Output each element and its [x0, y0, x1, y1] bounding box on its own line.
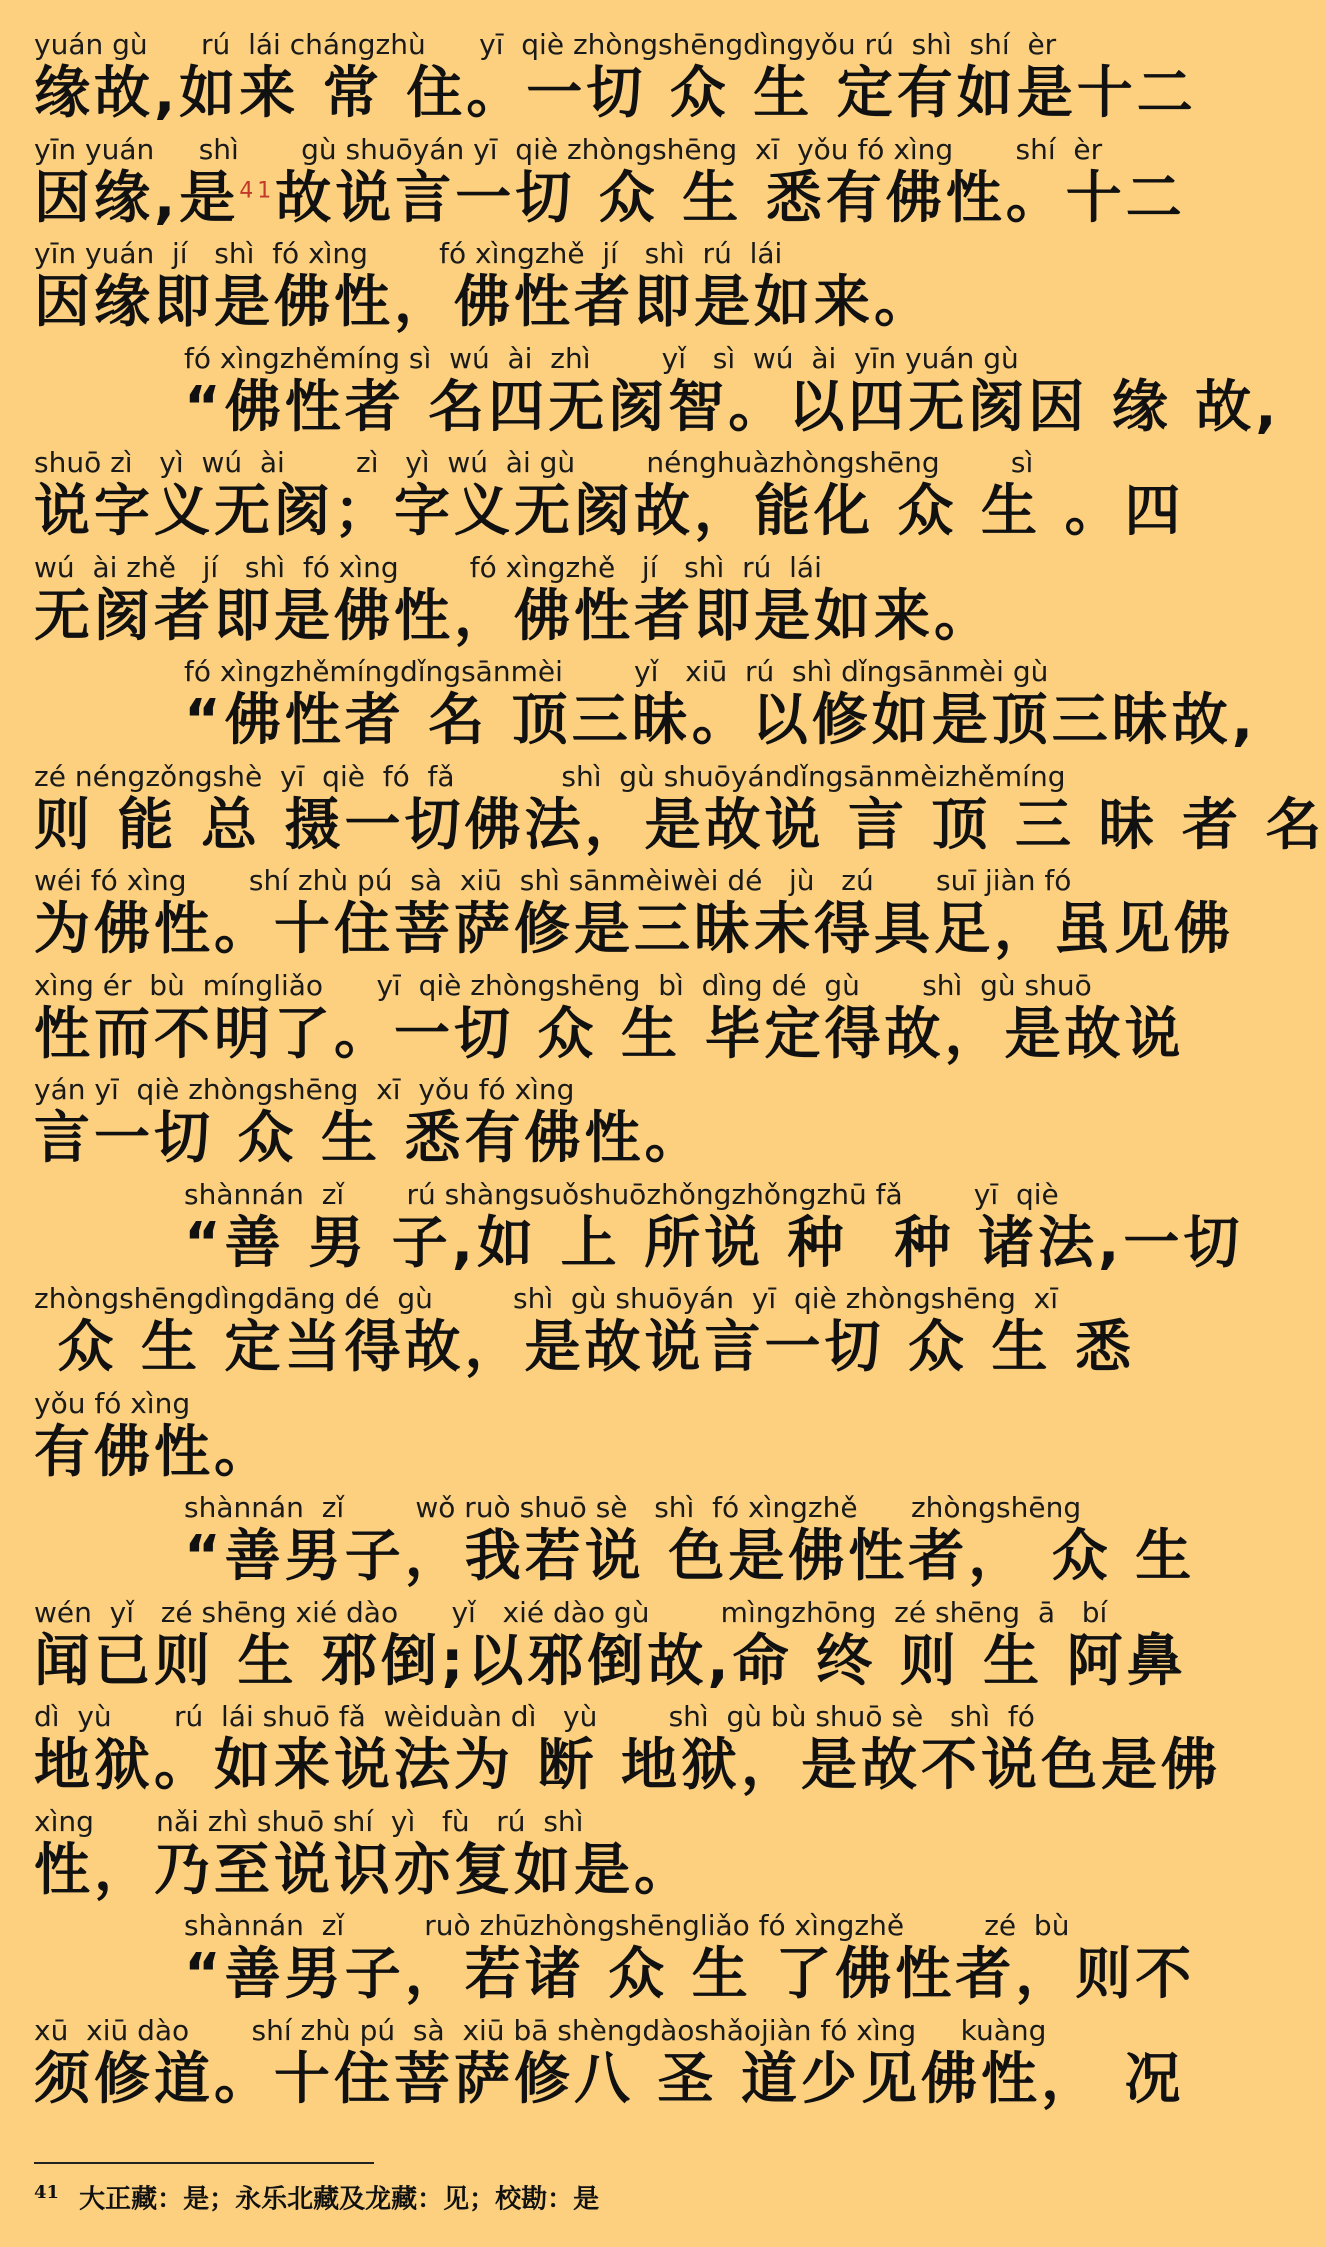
pinyin-line: yīn yuán jí shì fó xìng fó xìngzhě jí shì rú lái — [34, 237, 783, 270]
pinyin-line: yǒu fó xìng — [34, 1387, 191, 1420]
pinyin-line: yán yī qiè zhòngshēng xī yǒu fó xìng — [34, 1073, 575, 1106]
footnote-text: 大正藏：是；永乐北藏及龙藏：见；校勘：是 — [79, 2184, 600, 2215]
footnote-number: 41 — [34, 2182, 60, 2203]
hanzi-line: 众 生 定当得故，是故说言一切 众 生 悉 — [34, 1315, 1135, 1380]
hanzi-segment: 因缘,是 — [34, 166, 240, 231]
hanzi-line: 须修道。十住菩萨修八 圣 道少见佛性， 况 — [34, 2047, 1185, 2112]
hanzi-line: 闻已则 生 邪倒;以邪倒故,命 终 则 生 阿鼻 — [34, 1629, 1187, 1694]
pinyin-line: wú ài zhě jí shì fó xìng fó xìngzhě jí shì rú lái — [34, 551, 822, 584]
pinyin-line: shuō zì yì wú ài zì yì wú ài gù nénghuàzhòngshēng sì — [34, 446, 1034, 479]
pinyin-line: xū xiū dào shí zhù pú sà xiū bā shèngdàoshǎojiàn fó xìng kuàng — [34, 2014, 1047, 2047]
hanzi-line: 无阂者即是佛性，佛性者即是如来。 — [34, 584, 994, 649]
pinyin-line: wén yǐ zé shēng xié dào yǐ xié dào gù mìngzhōng zé shēng ā bí — [34, 1596, 1108, 1629]
hanzi-line: 性而不明了。一切 众 生 毕定得故，是故说 — [34, 1002, 1185, 1067]
pinyin-line: fó xìngzhěmíng sì wú ài zhì yǐ sì wú ài yīn yuán gù — [184, 342, 1019, 375]
hanzi-line: “善男子，我若说 色是佛性者， 众 生 — [184, 1524, 1196, 1589]
footnote-divider — [34, 2162, 374, 2164]
hanzi-segment: 故说言一切 众 生 悉有佛性。十二 — [275, 166, 1186, 231]
pinyin-line: yīn yuán shì gù shuōyán yī qiè zhòngshēng xī yǒu fó xìng shí èr — [34, 133, 1103, 166]
hanzi-line: 则 能 总 摄一切佛法，是故说 言 顶 三 昧 者 名 — [34, 793, 1325, 858]
pinyin-line: xìng nǎi zhì shuō shí yì fù rú shì — [34, 1805, 584, 1838]
hanzi-line: 有佛性。 — [34, 1420, 274, 1485]
hanzi-line — [34, 166, 1186, 231]
hanzi-line: “善 男 子,如 上 所说 种 种 诸法,一切 — [184, 1211, 1244, 1276]
pinyin-line: shànnán zǐ ruò zhūzhòngshēngliǎo fó xìngzhě zé bù — [184, 1909, 1070, 1942]
hanzi-line: 因缘即是佛性，佛性者即是如来。 — [34, 270, 934, 335]
footnote-reference[interactable]: 41 — [239, 178, 276, 204]
hanzi-line: 说字义无阂；字义无阂故，能化 众 生 。四 — [34, 479, 1185, 544]
pinyin-line: yuán gù rú lái chángzhù yī qiè zhòngshēngdìngyǒu rú shì shí èr — [34, 28, 1057, 61]
hanzi-line: 为佛性。十住菩萨修是三昧未得具足，虽见佛 — [34, 897, 1234, 962]
pinyin-line: shànnán zǐ rú shàngsuǒshuōzhǒngzhǒngzhū fǎ yī qiè — [184, 1178, 1059, 1211]
hanzi-line: “佛性者 名 顶三昧。以修如是顶三昧故, — [184, 688, 1258, 753]
pinyin-line: xìng ér bù míngliǎo yī qiè zhòngshēng bì dìng dé gù shì gù shuō — [34, 969, 1092, 1002]
pinyin-line: shànnán zǐ wǒ ruò shuō sè shì fó xìngzhě zhòngshēng — [184, 1491, 1082, 1524]
hanzi-line: “善男子，若诸 众 生 了佛性者，则不 — [184, 1942, 1196, 2007]
pinyin-line: zhòngshēngdìngdāng dé gù shì gù shuōyán yī qiè zhòngshēng xī — [34, 1282, 1058, 1315]
hanzi-line: 性，乃至说识亦复如是。 — [34, 1838, 694, 1903]
pinyin-line: fó xìngzhěmíngdǐngsānmèi yǐ xiū rú shì dǐngsānmèi gù — [184, 655, 1049, 688]
pinyin-line: wéi fó xìng shí zhù pú sà xiū shì sānmèiwèi dé jù zú suī jiàn fó — [34, 864, 1072, 897]
hanzi-line: 地狱。如来说法为 断 地狱，是故不说色是佛 — [34, 1733, 1221, 1798]
pinyin-line: dì yù rú lái shuō fǎ wèiduàn dì yù shì gù bù shuō sè shì fó — [34, 1700, 1035, 1733]
footnote — [34, 2176, 599, 2217]
hanzi-line: 缘故,如来 常 住。一切 众 生 定有如是十二 — [34, 61, 1197, 126]
pinyin-line: zé néngzǒngshè yī qiè fó fǎ shì gù shuōyándǐngsānmèizhěmíng — [34, 760, 1066, 793]
hanzi-line: 言一切 众 生 悉有佛性。 — [34, 1106, 705, 1171]
hanzi-line: “佛性者 名四无阂智。以四无阂因 缘 故, — [184, 375, 1281, 440]
